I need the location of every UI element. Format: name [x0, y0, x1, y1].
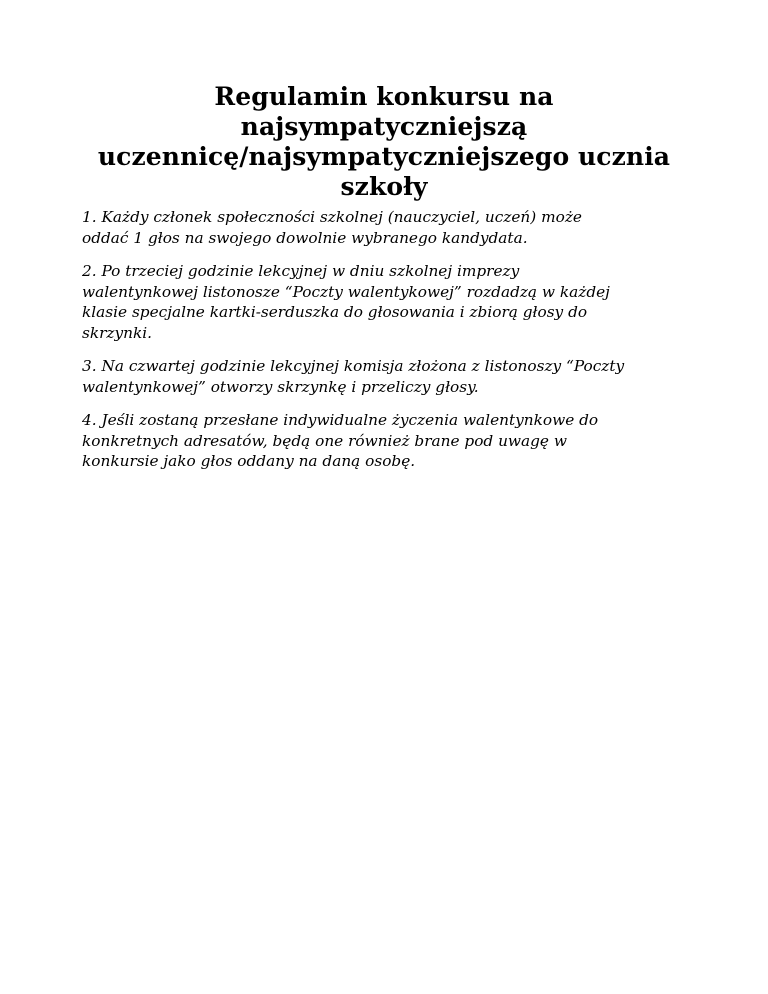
rule-3: 3. Na czwartej godzinie lekcyjnej komisja złożona z listonoszy “Poczty walentynkowej” otworzy skrzynkę i przeliczy głosy. [82, 357, 625, 396]
rule-4: 4. Jeśli zostaną przesłane indywidualne życzenia walentynkowe do konkretnych adresatów, będą one również brane pod uwagę w konkursie jako głos oddany na daną osobę. [82, 411, 599, 470]
document-title: Regulamin konkursu na najsympatyczniejszą uczennicę/najsympatyczniejszego ucznia szkoły [97, 82, 671, 201]
rules-list [82, 207, 692, 485]
rule-2: 2. Po trzeciej godzinie lekcyjnej w dniu szkolnej imprezy walentynkowej listonosze “Poczty walentykowej” rozdadzą w każdej klasie specjalne kartki-serduszka do głosowania i zbiorą głosy do skrzynki. [82, 262, 610, 342]
rule-1: 1. Każdy członek społeczności szkolnej (nauczyciel, uczeń) może oddać 1 głos na swojego dowolnie wybranego kandydata. [82, 208, 582, 247]
